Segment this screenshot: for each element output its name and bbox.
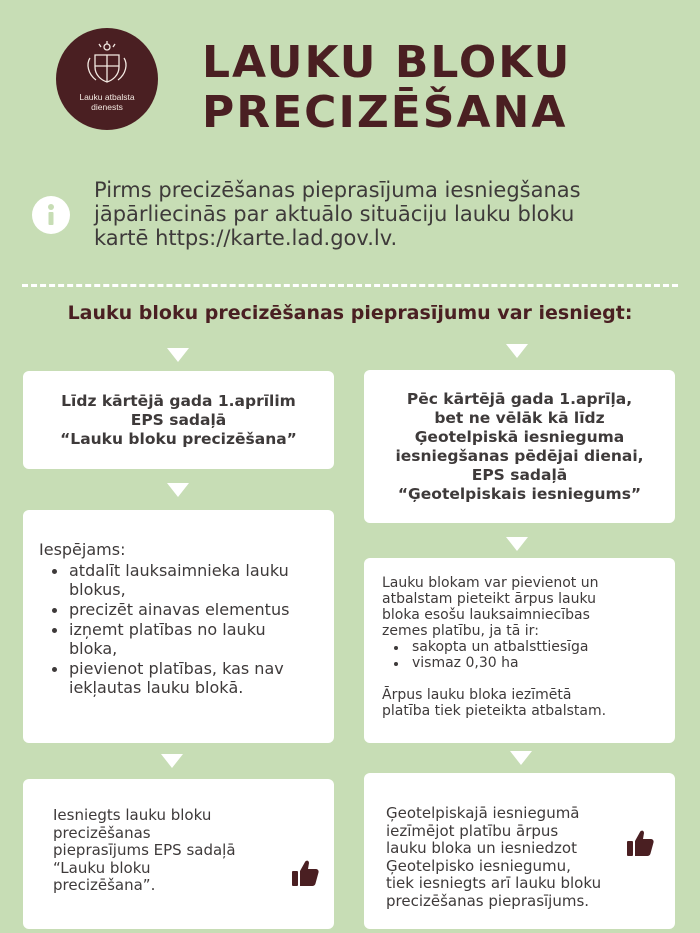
list-item: pievienot platības, kas nav iekļautas lauku blokā. — [39, 659, 318, 697]
right-result-card — [364, 773, 675, 929]
dashed-divider — [22, 284, 678, 287]
arrow-down-icon — [510, 751, 532, 765]
left-result-line5: precizēšana”. — [53, 876, 156, 894]
title-line1: LAUKU BLOKU — [202, 37, 572, 88]
right-deadline-line4: iesniegšanas pēdējai dienai, — [395, 446, 644, 465]
logo-text-line2: dienests — [91, 102, 123, 112]
conditions-note-line2: platība tiek pieteikta atbalstam. — [382, 703, 607, 719]
conditions-intro-line1: Lauku blokam var pievienot un — [382, 575, 599, 591]
list-item: sakopta un atbalsttiesīga — [382, 639, 657, 655]
thumbs-up-icon — [291, 858, 321, 888]
right-result-text — [386, 805, 601, 910]
list-item: precizēt ainavas elementus — [39, 600, 318, 619]
left-result-line3: pieprasījums EPS sadaļā — [53, 841, 236, 859]
section-subtitle: Lauku bloku precizēšanas pieprasījumu var iesniegt: — [67, 302, 633, 324]
right-deadline-card — [364, 370, 675, 523]
list-item: izņemt platības no lauku bloka, — [39, 620, 318, 658]
logo-text-line1: Lauku atbalsta — [79, 92, 135, 102]
right-result-line5: tiek iesniegts arī lauku bloku — [386, 874, 602, 892]
left-deadline-line3: “Lauku bloku precizēšana” — [60, 429, 297, 448]
right-deadline-line6: “Ģeotelpiskais iesniegums” — [397, 484, 642, 503]
right-result-line3: lauku bloka un iesniedzot — [386, 839, 577, 857]
title-line2: PRECIZĒŠANA — [202, 87, 568, 138]
right-result-line4: Ģeotelpisko iesniegumu, — [386, 856, 571, 875]
right-deadline-line2: bet ne vēlāk kā līdz — [434, 408, 605, 427]
left-deadline-line1: Līdz kārtējā gada 1.aprīlim — [61, 391, 296, 410]
arrow-down-icon — [167, 348, 189, 362]
arrow-down-icon — [167, 483, 189, 497]
left-options-card — [23, 510, 334, 743]
conditions-intro-line3: bloka esošu lauksaimniecības — [382, 607, 590, 623]
info-icon — [32, 196, 70, 234]
right-deadline-line3: Ģeotelpiskā iesnieguma — [414, 427, 625, 446]
arrow-down-icon — [506, 537, 528, 551]
list-item: vismaz 0,30 ha — [382, 655, 657, 671]
info-line2: jāpārliecinās par aktuālo situāciju lauku bloku — [94, 202, 575, 226]
coat-of-arms-icon — [82, 38, 132, 88]
right-result-line1: Ģeotelpiskajā iesniegumā — [386, 804, 580, 822]
right-deadline-line1: Pēc kārtējā gada 1.aprīļa, — [406, 389, 633, 408]
info-line3: kartē https://karte.lad.gov.lv. — [94, 226, 398, 250]
conditions-list — [382, 639, 657, 671]
left-result-line1: Iesniegts lauku bloku — [53, 806, 212, 824]
thumbs-up-icon — [626, 828, 656, 858]
right-result-line6: precizēšanas pieprasījums. — [386, 891, 590, 910]
left-deadline-card — [23, 371, 334, 469]
left-result-line4: “Lauku bloku — [53, 858, 151, 877]
page-title — [202, 38, 571, 138]
conditions-intro-line4: zemes platību, ja tā ir: — [382, 623, 539, 639]
options-list — [39, 561, 318, 697]
logo — [56, 28, 158, 130]
left-deadline-line2: EPS sadaļā — [130, 410, 227, 429]
info-text — [94, 178, 674, 250]
info-line1: Pirms precizēšanas pieprasījuma iesniegšanas — [94, 178, 581, 202]
left-result-text — [53, 807, 236, 895]
conditions-note-line1: Ārpus lauku bloka iezīmētā — [382, 687, 572, 703]
list-item: atdalīt lauksaimnieka lauku blokus, — [39, 561, 318, 599]
options-heading: Iespējams: — [39, 540, 126, 559]
left-result-line2: precizēšanas — [53, 823, 151, 842]
conditions-intro-line2: atbalstam pieteikt ārpus lauku — [382, 591, 597, 607]
right-conditions-card — [364, 558, 675, 743]
arrow-down-icon — [506, 344, 528, 358]
right-deadline-line5: EPS sadaļā — [471, 465, 568, 484]
left-result-card — [23, 779, 334, 929]
right-result-line2: iezīmējot platību ārpus — [386, 821, 559, 840]
arrow-down-icon — [161, 754, 183, 768]
